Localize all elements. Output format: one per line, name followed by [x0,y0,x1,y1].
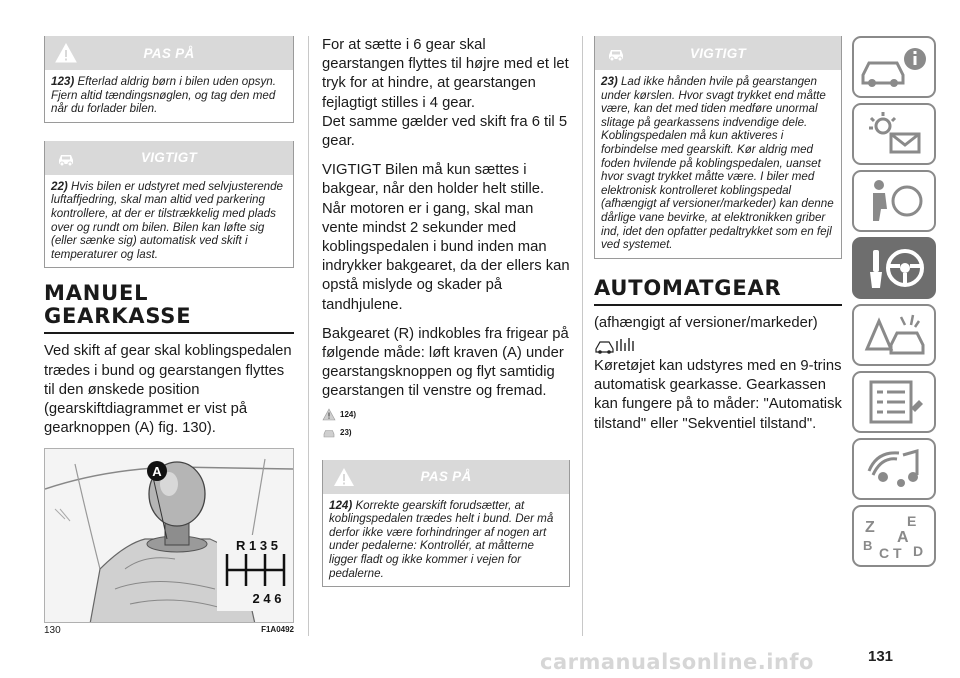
warning-box-header [45,36,293,70]
warning-text: Korrekte gearskift forudsætter, at koblingspedalen trædes helt i bund. Der må derfor ikke være forhindringer af nogen art under pedalerne: Kontrollér, at måtterne ligger fladt og ikke kommer i vejen for pedalerne. [329,498,554,580]
key-steering-wheel-icon [857,242,931,294]
manual-gearbox-paragraph [44,342,294,438]
index-letter: Z [865,519,875,536]
middle-text-block [322,36,570,402]
reference-number: 124) [340,410,357,420]
warning-text: Efterlad aldrig børn i bilen uden opsyn. Fjern altid tændingsnøglen, og tag den med når du forlader bilen. [51,75,276,116]
figure-code: F1A0492 [261,625,294,635]
index-letter: E [907,513,917,529]
warning-box-123 [44,36,294,123]
column-divider [308,36,309,636]
warning-triangle-icon [333,466,355,488]
reference-number: 23) [340,428,352,438]
body-paragraph: Bakgearet (R) indkobles fra frigear på følgende måde: løft kraven (A) under gearstangsknoppen og flyt samtidig gearstangen til venstre og fremad. [322,325,569,400]
car-warning-icon [322,426,336,439]
chapter-sidebar [852,36,936,572]
column-divider [582,36,583,636]
warning-triangle-icon [322,408,336,421]
important-box-header [45,141,293,175]
body-paragraph: Ved skift af gear skal koblingspedalen trædes i bund og gearstangen flyttes til den ønskede position (gearskiftdiagrammet er vist på gearknoppen (A) fig. 130). [44,343,292,437]
figure-caption [44,625,294,636]
heading-rule [594,304,842,306]
important-text: Hvis bilen er udstyret med selvjusterende luftaffjedring, skal man altid ved parkering kontrollere, at der er tilstrækkelig med plads over og rundt om bilen. Bilen kan løfte sig (eller sænke sig) automatisk ved skift i temperaturer og last. [51,179,283,261]
watermark-text: carmanualsonline.info [540,650,814,674]
tab-multimedia[interactable] [852,438,936,500]
gear-pattern-bottom-row: 2 4 6 [252,591,282,607]
important-box-body [45,175,293,268]
tab-car-info[interactable] [852,36,936,98]
important-box-23 [594,36,842,259]
index-letter: A [897,529,909,546]
car-warning-icon [55,147,77,169]
car-info-icon [857,41,931,93]
heading-line-2: GEARKASSE [44,304,192,329]
heading-rule [44,332,294,334]
important-box-22 [44,141,294,269]
warning-box-124 [322,460,570,588]
airbag-icon [857,175,931,227]
availability-note: (afhængigt af versioner/markeder) [594,314,818,331]
right-column [594,36,842,444]
tab-maintenance[interactable] [852,371,936,433]
important-text: Lad ikke hånden hvile på gearstangen under kørslen. Hvor svagt trykket end måtte være, kan det med tiden medføre unormal slitage på gearkassens indvendige dele. Koblingspedalen må kun aktiveres i forbindelse med gearskift. Kør aldrig med foden hvilende på koblingspedalen, uanset hvor svagt trykket måtte være. I biler med elektronisk kontrolleret koblingspedal (afhængigt af versioner/markeder) kan denne dårlige vane bevirke, at elektronikken griber ind, idet den opfatter pedaltrykket som en fejl ved systemet. [601,75,834,252]
important-box-title: VIGTIGT [689,45,747,61]
page-number: 131 [868,648,894,665]
tab-index[interactable] [852,505,936,567]
figure-label-a: A [152,464,162,480]
important-box-title: VIGTIGT [140,150,198,166]
tab-starting-driving[interactable] [852,237,936,299]
index-letter: C [879,545,890,561]
car-warning-icon [605,42,627,64]
section-heading-automatic: AUTOMATGEAR [594,275,782,300]
section-heading-manual [44,282,294,328]
lights-envelope-icon [857,108,931,160]
warning-box-body [45,70,293,122]
body-paragraph: For at sætte i 6 gear skal gearstangen flyttes til højre med et let tryk for at hindre, at gearstangen fejlagtigt stilles i 4 gear. [322,37,569,111]
reference-warning-124 [322,406,570,424]
index-letter: T [893,545,902,561]
important-box-body [595,70,841,258]
body-paragraph: VIGTIGT Bilen må kun sættes i bakgear, når den holder helt stille. Når motoren er i gang, skal man vente mindst 2 sekunder med koblingspedalen i bund inden man indrykker bakgearet, da der ellers kan opstå mislyde og skader på tandhjulene. [322,162,570,313]
warning-ref-number: 123) [51,75,75,88]
important-ref-number: 22) [51,179,68,193]
tab-emergency[interactable] [852,304,936,366]
gear-pattern-top-row: R 1 3 5 [236,538,278,554]
figure-gear-knob [44,448,294,623]
heading-line-1: MANUEL [44,281,149,306]
warning-box-title: PAS PÅ [420,469,472,485]
automatic-gearbox-text [594,314,842,434]
gear-knob-illustration [45,449,294,623]
important-ref-number: 23) [601,75,618,88]
important-box-header [595,36,841,70]
index-letter: B [863,538,873,553]
middle-column [322,36,570,587]
warning-box-header [323,460,569,494]
body-paragraph: Det samme gælder ved skift fra 6 til 5 gear. [322,113,568,150]
checklist-icon [857,376,931,428]
reference-important-23 [322,424,570,442]
figure-number: 130 [44,625,61,637]
tab-safety[interactable] [852,170,936,232]
warning-ref-number: 124) [329,498,353,512]
warning-triangle-icon [55,42,77,64]
warning-car-icon [857,309,931,361]
multimedia-icon [857,443,931,495]
index-letter: D [913,543,924,559]
tab-lights-messages[interactable] [852,103,936,165]
alphabetical-index-icon [857,510,931,562]
left-column [44,36,294,636]
versions-markets-icon [594,335,842,355]
warning-box-title: PAS PÅ [143,45,195,61]
warning-box-body [323,494,569,587]
body-paragraph: Køretøjet kan udstyres med en 9-trins automatisk gearkasse. Gearkassen kan fungere på to måder: "Automatisk tilstand" eller "Sekventiel tilstand". [594,357,842,432]
